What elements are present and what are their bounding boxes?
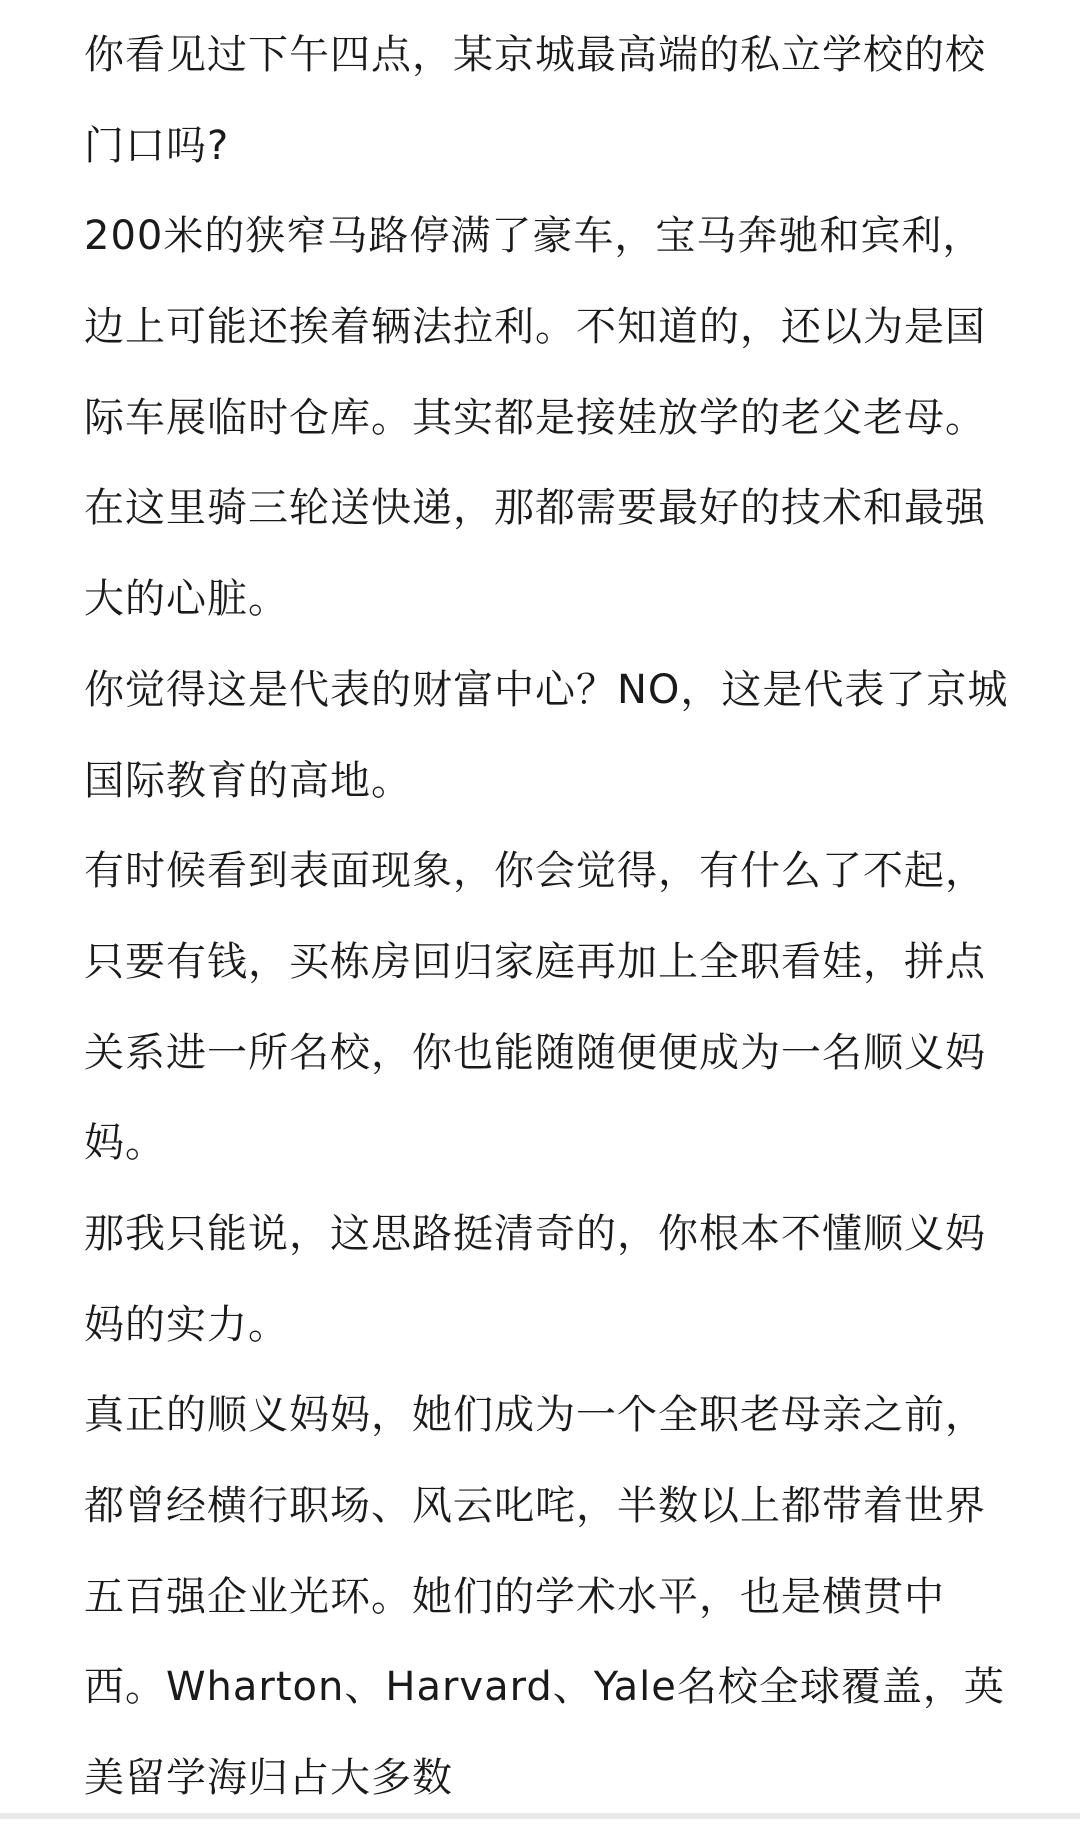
top-edge: [0, 0, 1080, 4]
bottom-edge: [0, 1813, 1080, 1819]
text-line: 妈。: [84, 1120, 166, 1167]
text-line: 边上可能还挨着辆法拉利。不知道的，还以为是国: [84, 304, 986, 351]
text-line: 只要有钱，买栋房回归家庭再加上全职看娃，拼点: [84, 938, 986, 985]
text-line: 美留学海归占大多数: [84, 1755, 453, 1802]
text-line: 在这里骑三轮送快递，那都需要最好的技术和最强: [84, 485, 986, 532]
text-line: 真正的顺义妈妈，她们成为一个全职老母亲之前，: [84, 1392, 986, 1439]
paragraph-5: [0, 826, 1080, 1189]
text-line: 五百强企业光环。她们的学术水平，也是横贯中: [84, 1573, 945, 1620]
text-line: 国际教育的高地。: [84, 757, 412, 804]
text-line: 门口吗?: [84, 122, 230, 169]
text-line: 妈的实力。: [84, 1301, 289, 1348]
paragraph-6: [0, 1189, 1080, 1370]
text-line: 际车展临时仓库。其实都是接娃放学的老父老母。: [84, 394, 986, 441]
text-line: 你觉得这是代表的财富中心？NO，这是代表了京城: [84, 666, 1009, 713]
text-line: 200米的狭窄马路停满了豪车，宝马奔驰和宾利，: [84, 213, 984, 260]
paragraph-3: [0, 463, 1080, 644]
text-line: 有时候看到表面现象，你会觉得，有什么了不起，: [84, 848, 986, 895]
text-line: 西。Wharton、Harvard、Yale名校全球覆盖，英: [84, 1664, 1005, 1711]
text-line: 你看见过下午四点，某京城最高端的私立学校的校: [84, 32, 986, 78]
text-line: 大的心脏。: [84, 576, 289, 623]
paragraph-1: [0, 10, 1080, 191]
text-line: 都曾经横行职场、风云叱咤，半数以上都带着世界: [84, 1483, 986, 1529]
text-line: 那我只能说，这思路挺清奇的，你根本不懂顺义妈: [84, 1210, 986, 1257]
paragraph-4: [0, 645, 1080, 826]
paragraph-2: [0, 191, 1080, 463]
paragraph-7: [0, 1370, 1080, 1823]
text-line: 关系进一所名校，你也能随随便便成为一名顺义妈: [84, 1029, 986, 1076]
